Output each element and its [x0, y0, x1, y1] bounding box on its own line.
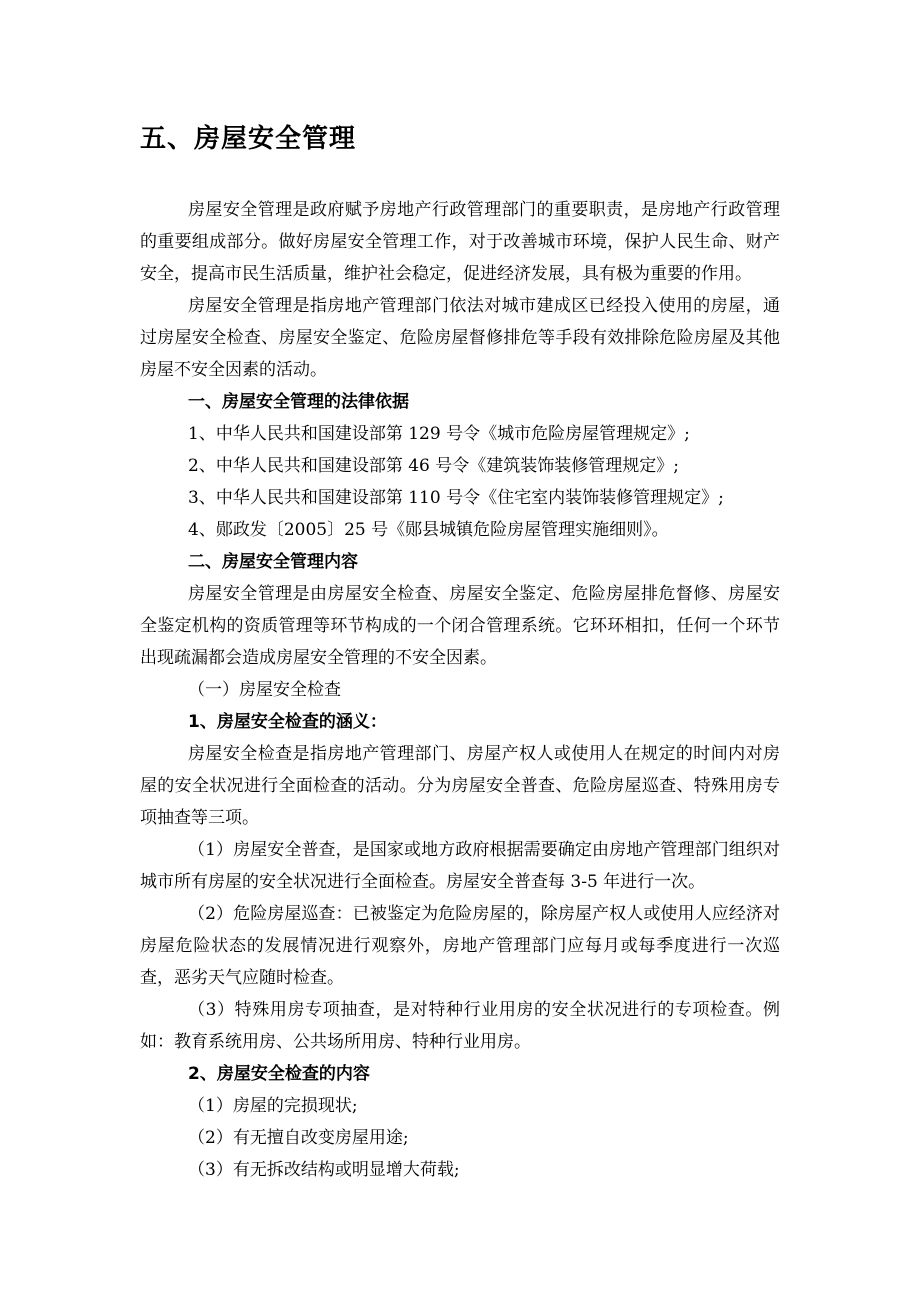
paragraph-dangerous-patrol: （2）危险房屋巡查：已被鉴定为危险房屋的，除房屋产权人或使用人应经济对房屋危险状态的发展情况进行观察外，房地产管理部门应每月或每季度进行一次巡查，恶劣天气应随时检查。 [140, 904, 780, 988]
check-item: （1）房屋的完损现状; [188, 1096, 358, 1116]
page-title: 五、房屋安全管理 [140, 124, 357, 154]
heading-legal-basis: 一、房屋安全管理的法律依据 [188, 392, 409, 412]
heading-management-content: 二、房屋安全管理内容 [188, 552, 358, 572]
paragraph-special-inspection: （3）特殊用房专项抽查，是对特种行业用房的安全状况进行的专项检查。例如：教育系统用房、公共场所用房、特种行业用房。 [140, 1000, 780, 1052]
check-item: （3）有无拆改结构或明显增大荷载; [188, 1160, 460, 1180]
paragraph-intro: 房屋安全管理是政府赋予房地产行政管理部门的重要职责，是房地产行政管理的重要组成部分。做好房屋安全管理工作，对于改善城市环境，保护人民生命、财产安全，提高市民生活质量，维护社会稳定，促进经济发展，具有极为重要的作用。 [140, 200, 780, 284]
legal-item: 3、中华人民共和国建设部第 110 号令《住宅室内装饰装修管理规定》; [188, 488, 724, 508]
heading-safety-check: （一）房屋安全检查 [188, 680, 341, 700]
legal-item: 2、中华人民共和国建设部第 46 号令《建筑装饰装修管理规定》; [188, 456, 679, 476]
check-item: （2）有无擅自改变房屋用途; [188, 1128, 409, 1148]
paragraph-definition: 房屋安全管理是指房地产管理部门依法对城市建成区已经投入使用的房屋，通过房屋安全检查、房屋安全鉴定、危险房屋督修排危等手段有效排除危险房屋及其他房屋不安全因素的活动。 [140, 296, 780, 380]
paragraph-closed-system: 房屋安全管理是由房屋安全检查、房屋安全鉴定、危险房屋排危督修、房屋安全鉴定机构的资质管理等环节构成的一个闭合管理系统。它环环相扣，任何一个环节出现疏漏都会造成房屋安全管理的不安全因素。 [140, 584, 780, 668]
document-body [140, 194, 780, 1186]
paragraph-general-survey: （1）房屋安全普查，是国家或地方政府根据需要确定由房地产管理部门组织对城市所有房屋的安全状况进行全面检查。房屋安全普查每 3-5 年进行一次。 [140, 840, 780, 892]
heading-check-meaning: 1、房屋安全检查的涵义： [188, 712, 387, 732]
legal-item: 4、郧政发〔2005〕25 号《郧县城镇危险房屋管理实施细则》。 [188, 520, 669, 540]
paragraph-check-definition: 房屋安全检查是指房地产管理部门、房屋产权人或使用人在规定的时间内对房屋的安全状况进行全面检查的活动。分为房屋安全普查、危险房屋巡查、特殊用房专项抽查等三项。 [140, 744, 780, 828]
legal-item: 1、中华人民共和国建设部第 129 号令《城市危险房屋管理规定》; [188, 424, 690, 444]
heading-check-items: 2、房屋安全检查的内容 [188, 1064, 370, 1084]
